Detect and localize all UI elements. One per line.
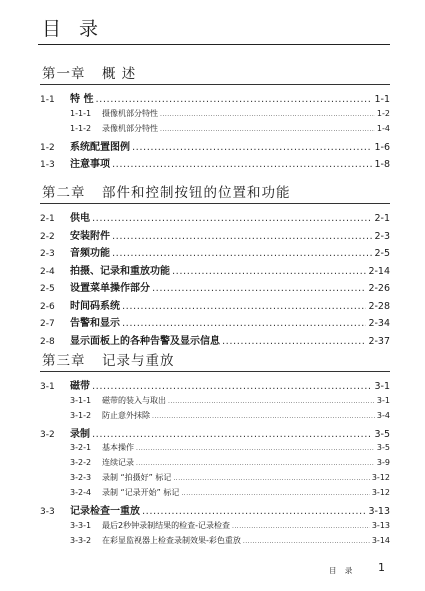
dot-leader (168, 398, 375, 405)
section-number: 1-2 (40, 142, 55, 153)
page-number: 2-3 (374, 230, 390, 242)
dot-leader (152, 283, 366, 294)
toc-entry[interactable] (40, 332, 390, 350)
page-number: 1-2 (376, 108, 390, 118)
section-title: 音频功能 (70, 248, 110, 259)
toc-subentry[interactable] (40, 123, 390, 138)
toc-entry[interactable] (40, 227, 390, 245)
section-title: 录像机部分特性 (102, 123, 158, 133)
toc-entry[interactable] (40, 377, 390, 395)
chapter-name: 部件和控制按钮的位置和功能 (102, 185, 291, 201)
dot-leader (92, 213, 372, 224)
dot-leader (181, 490, 369, 497)
section-number: 1-1 (40, 95, 55, 105)
toc-subentry[interactable] (40, 108, 390, 123)
page-number: 3-13 (371, 520, 390, 530)
toc-subentry[interactable] (40, 457, 390, 472)
section-number: 2-1 (40, 214, 55, 224)
dot-leader (112, 248, 372, 259)
section-number: 3-1-1 (70, 395, 92, 405)
toc-entry[interactable] (40, 297, 390, 315)
dot-leader (92, 429, 372, 440)
toc-entry[interactable] (40, 502, 390, 520)
section-title: 特 性 (70, 94, 94, 105)
page-number: 3-1 (376, 395, 390, 405)
toc-entry[interactable] (40, 262, 390, 280)
page-number: 3-12 (371, 488, 390, 497)
section-title: 设置菜单操作部分 (70, 283, 150, 294)
toc-subentry[interactable] (40, 487, 390, 502)
toc-subentry[interactable] (40, 535, 390, 550)
page-number: 3-5 (374, 428, 390, 440)
chapter-name: 记录与重放 (102, 353, 175, 369)
section-title: 注意事项 (70, 159, 110, 170)
toc-subentry[interactable] (40, 472, 390, 487)
section-number: 1-3 (40, 160, 55, 170)
section-title: 连续记录 (102, 458, 134, 467)
toc-subentry[interactable] (40, 410, 390, 425)
page-number: 2-5 (374, 248, 390, 259)
chapter-heading (40, 349, 390, 371)
dot-leader (243, 538, 370, 545)
page-number: 1-8 (374, 159, 390, 170)
dot-leader (122, 301, 366, 312)
page-number: 2-37 (368, 335, 390, 347)
page-number: 3-4 (376, 410, 390, 420)
dot-leader (160, 126, 375, 133)
chapter-number: 第一章 (42, 66, 86, 82)
dot-leader (112, 231, 372, 242)
section-title: 录制 “记录开始” 标记 (102, 488, 180, 497)
page-number: 3-13 (368, 506, 390, 517)
footer-page-number: 1 (378, 561, 385, 574)
chapter-2 (40, 181, 390, 349)
section-number: 2-7 (40, 319, 55, 329)
dot-leader (136, 445, 375, 452)
dot-leader (95, 94, 372, 105)
section-title: 防止意外抹除 (102, 410, 150, 420)
page-number: 1-1 (374, 94, 390, 105)
section-title: 时间码系统 (70, 300, 120, 312)
section-title: 安装附件 (70, 230, 110, 242)
dot-leader (122, 318, 366, 329)
section-number: 3-2-2 (70, 458, 92, 467)
dot-leader (173, 475, 369, 482)
section-number: 3-1 (40, 382, 55, 392)
section-number: 2-6 (40, 301, 55, 312)
page-number: 3-9 (376, 458, 390, 467)
dot-leader (232, 523, 370, 530)
dot-leader (92, 381, 372, 392)
page-title: 目 录 (42, 18, 105, 40)
chapter-rule (40, 371, 390, 372)
section-number: 3-2-4 (70, 488, 92, 497)
dot-leader (132, 142, 372, 153)
dot-leader (152, 413, 375, 420)
section-number: 3-3 (40, 507, 55, 517)
chapter-heading (40, 181, 390, 203)
chapter-rule (40, 203, 390, 204)
section-title: 记录检查一重放 (70, 506, 140, 517)
dot-leader (112, 159, 372, 170)
dot-leader (142, 506, 366, 517)
section-number: 3-1-2 (70, 410, 92, 420)
page-number: 3-14 (371, 535, 390, 545)
chapter-number: 第三章 (42, 353, 86, 369)
toc-subentry[interactable] (40, 395, 390, 410)
chapter-heading (40, 62, 390, 84)
section-title: 拍摄、记录和重放功能 (70, 265, 170, 277)
section-title: 告警和显示 (70, 318, 120, 329)
toc-entry[interactable] (40, 314, 390, 332)
page-number: 1-6 (374, 141, 390, 153)
toc-entry[interactable] (40, 138, 390, 156)
section-title: 磁带的装入与取出 (102, 395, 166, 405)
section-number: 3-2 (40, 429, 55, 440)
chapter-3 (40, 349, 390, 550)
dot-leader (136, 460, 375, 467)
section-number: 2-2 (40, 231, 55, 242)
section-title: 录制 (70, 428, 90, 440)
page-number: 3-12 (371, 473, 390, 482)
page-number: 2-34 (368, 318, 390, 329)
section-number: 1-1-2 (70, 123, 92, 133)
section-title: 显示面板上的各种告警及显示信息 (70, 335, 220, 347)
section-number: 3-2-3 (70, 473, 92, 482)
dot-leader (160, 111, 375, 118)
section-number: 2-4 (40, 266, 55, 277)
toc-subentry[interactable] (40, 520, 390, 535)
chapter-1 (40, 62, 390, 173)
page-number: 3-5 (376, 443, 390, 452)
title-rule (38, 44, 390, 45)
section-number: 1-1-1 (70, 108, 92, 118)
toc-entry[interactable] (40, 279, 390, 297)
page-number: 2-28 (368, 300, 390, 312)
footer-label: 目 录 (329, 566, 356, 575)
toc-subentry[interactable] (40, 442, 390, 457)
section-number: 2-5 (40, 284, 55, 294)
section-number: 3-3-1 (70, 520, 92, 530)
section-number: 2-3 (40, 249, 55, 259)
page-number: 2-14 (368, 265, 390, 277)
section-title: 录制 “拍摄好” 标记 (102, 473, 172, 482)
section-number: 3-2-1 (70, 443, 92, 452)
chapter-rule (40, 84, 390, 85)
toc-entry[interactable] (40, 155, 390, 173)
toc-entry[interactable] (40, 244, 390, 262)
chapter-number: 第二章 (42, 185, 86, 201)
section-title: 摄像机部分特性 (102, 108, 158, 118)
dot-leader (222, 336, 366, 347)
page-number: 2-1 (374, 213, 390, 224)
section-title: 系统配置图例 (70, 141, 130, 153)
page-number: 3-1 (374, 381, 390, 392)
section-title: 最后2秒钟录制结果的检查-记录检查 (102, 520, 230, 530)
toc-entry[interactable] (40, 90, 390, 108)
section-number: 2-8 (40, 336, 55, 347)
page-number: 2-26 (368, 283, 390, 294)
toc-entry[interactable] (40, 425, 390, 443)
page-number: 1-4 (376, 123, 390, 133)
section-title: 磁带 (70, 381, 90, 392)
toc-entry[interactable] (40, 209, 390, 227)
section-title: 在彩显监视器上检查录制效果-彩色重放 (102, 535, 241, 545)
section-title: 基本操作 (102, 443, 134, 452)
chapter-name: 概 述 (102, 66, 137, 82)
dot-leader (172, 266, 366, 277)
section-title: 供电 (70, 213, 90, 224)
section-number: 3-3-2 (70, 535, 92, 545)
